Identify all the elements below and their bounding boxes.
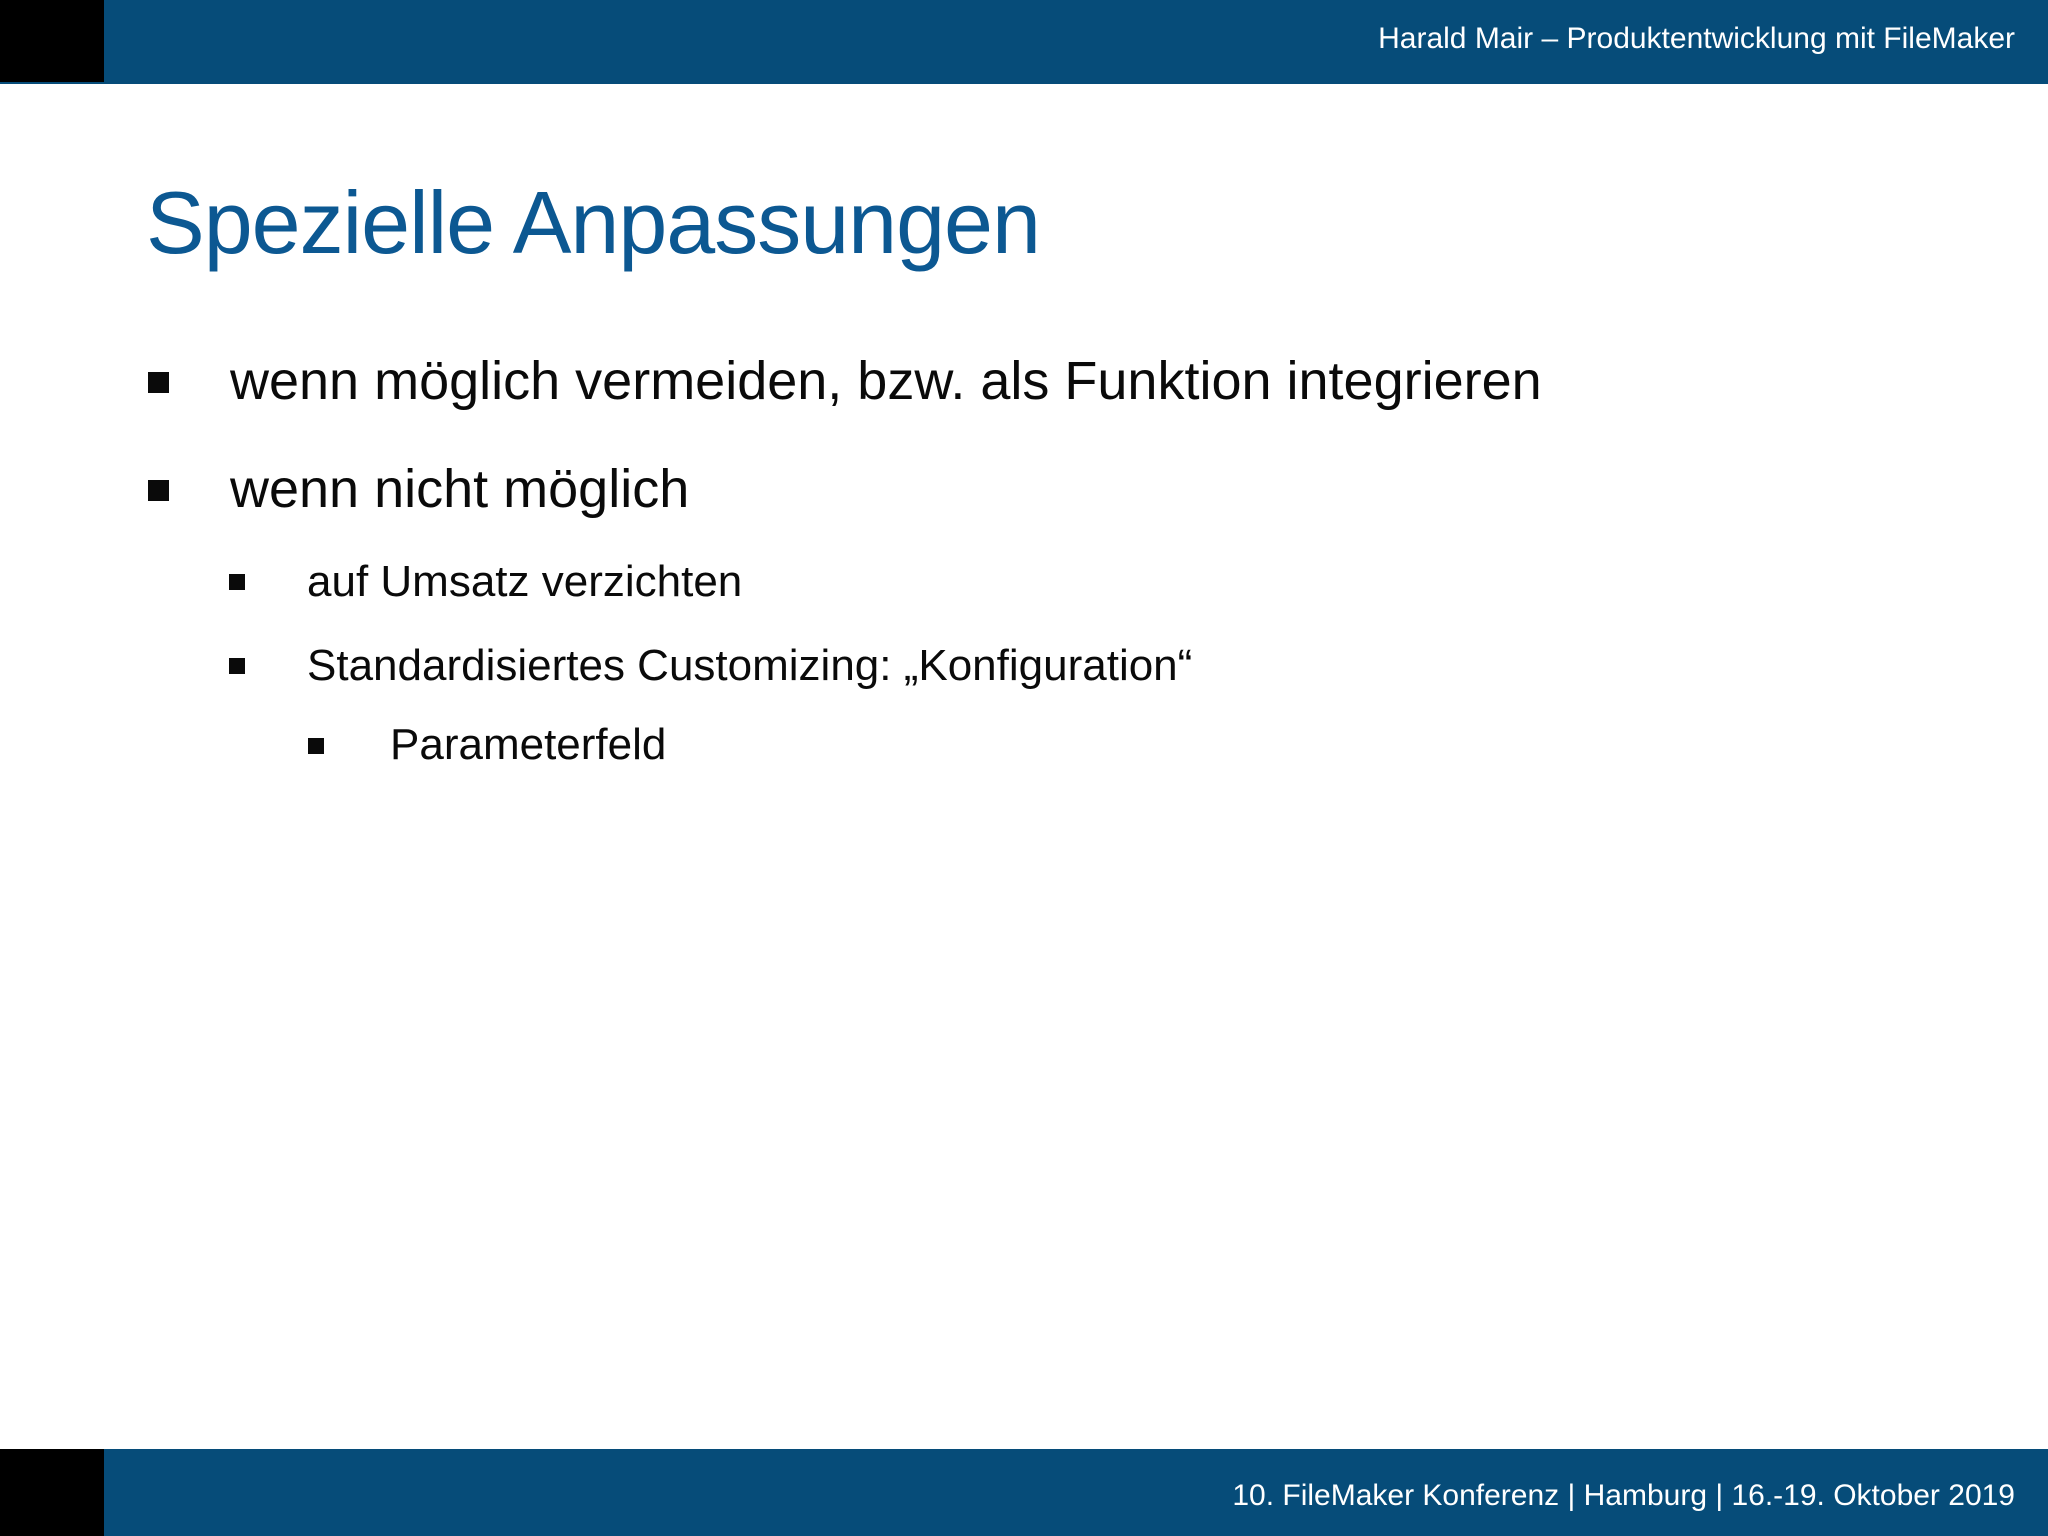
bullet-square-icon	[148, 480, 169, 501]
bullet-text: wenn möglich vermeiden, bzw. als Funktion integrieren	[230, 351, 1542, 411]
sub-sub-bullet-text: Parameterfeld	[390, 720, 667, 769]
footer-text: 10. FileMaker Konferenz | Hamburg | 16.-19. Oktober 2019	[1232, 1479, 2015, 1512]
sub-bullet-text: Standardisiertes Customizing: „Konfiguration“	[307, 641, 1193, 690]
header-corner-block	[0, 0, 104, 82]
bullet-text: wenn nicht möglich	[230, 459, 690, 519]
bullet-square-icon	[308, 738, 324, 754]
header-text: Harald Mair – Produktentwicklung mit FileMaker	[1378, 22, 2015, 55]
bullet-square-icon	[229, 574, 245, 590]
bullet-square-icon	[148, 372, 169, 393]
sub-bullet-text: auf Umsatz verzichten	[307, 557, 743, 606]
bullet-square-icon	[229, 658, 245, 674]
slide-title: Spezielle Anpassungen	[146, 173, 1040, 272]
footer-corner-block	[0, 1449, 104, 1536]
